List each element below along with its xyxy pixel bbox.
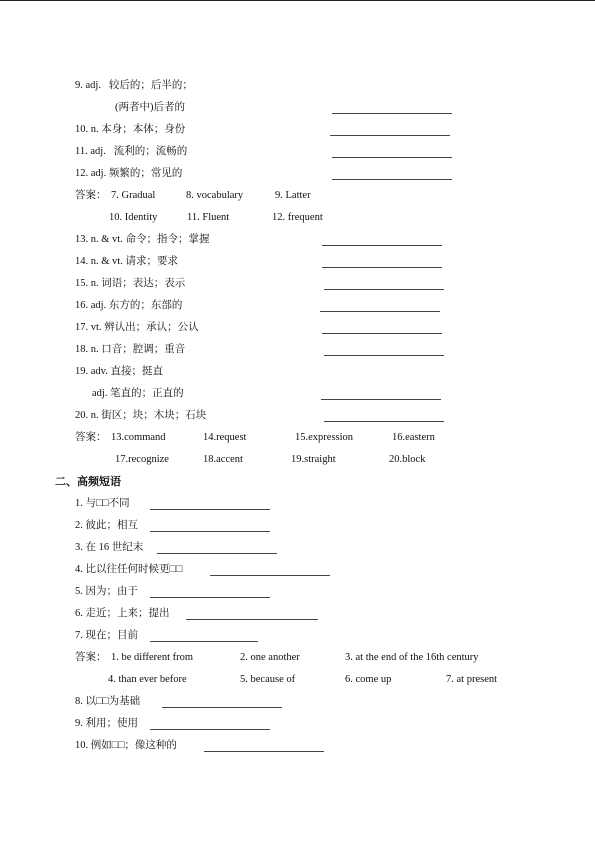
answer-key-line bbox=[75, 673, 555, 687]
answer-blank-p9[interactable] bbox=[150, 729, 270, 730]
answer-blank-p2[interactable] bbox=[150, 531, 270, 532]
answer-item: 6. come up bbox=[345, 674, 392, 685]
answer-item: 5. because of bbox=[240, 674, 296, 685]
answer-blank-12[interactable] bbox=[332, 179, 452, 180]
answer-key-line bbox=[75, 211, 555, 225]
answer-blank-p5[interactable] bbox=[150, 597, 270, 598]
vocab-item-18: 18. n. 口音；腔调；重音 bbox=[75, 344, 186, 355]
answer-item: 3. at the end of the 16th century bbox=[345, 652, 479, 663]
answer-blank-p6[interactable] bbox=[186, 619, 318, 620]
vocab-item-12: 12. adj. 频繁的；常见的 bbox=[75, 168, 183, 179]
phrase-item-9: 9. 利用；使用 bbox=[75, 718, 138, 729]
answer-item: 20.block bbox=[389, 454, 426, 465]
answer-item: 19.straight bbox=[291, 454, 336, 465]
answer-label: 答案： bbox=[75, 432, 107, 443]
answer-blank-13[interactable] bbox=[322, 245, 442, 246]
vocab-item-14: 14. n. & vt. 请求；要求 bbox=[75, 256, 178, 267]
phrase-item-2: 2. 彼此；相互 bbox=[75, 520, 138, 531]
answer-item: 7. Gradual bbox=[111, 190, 156, 201]
answer-item: 18.accent bbox=[203, 454, 243, 465]
answer-key-line bbox=[75, 431, 555, 445]
answer-blank-10[interactable] bbox=[330, 135, 450, 136]
answer-item: 14.request bbox=[203, 432, 247, 443]
vocab-item-15: 15. n. 词语；表达；表示 bbox=[75, 278, 186, 289]
phrase-item-6: 6. 走近；上来；提出 bbox=[75, 608, 170, 619]
answer-blank-11[interactable] bbox=[332, 157, 452, 158]
vocab-item-11: 11. adj. 流利的；流畅的 bbox=[75, 146, 188, 157]
answer-key-line bbox=[75, 651, 555, 665]
vocab-item-20: 20. n. 街区；块；木块；石块 bbox=[75, 410, 207, 421]
answer-blank-p8[interactable] bbox=[162, 707, 282, 708]
vocab-item-17: 17. vt. 辨认出；承认；公认 bbox=[75, 322, 199, 333]
answer-label: 答案： bbox=[75, 652, 107, 663]
vocab-item-19: 19. adv. 直接；挺直 bbox=[75, 366, 163, 377]
answer-label: 答案： bbox=[75, 190, 107, 201]
answer-item: 8. vocabulary bbox=[186, 190, 244, 201]
answer-blank-9[interactable] bbox=[332, 113, 452, 114]
answer-blank-17[interactable] bbox=[322, 333, 442, 334]
answer-blank-19[interactable] bbox=[321, 399, 441, 400]
answer-item: 10. Identity bbox=[109, 212, 158, 223]
answer-item: 13.command bbox=[111, 432, 166, 443]
vocab-item-16: 16. adj. 东方的；东部的 bbox=[75, 300, 183, 311]
answer-blank-p4[interactable] bbox=[210, 575, 330, 576]
answer-item: 11. Fluent bbox=[187, 212, 230, 223]
answer-blank-18[interactable] bbox=[324, 355, 444, 356]
vocab-item-13: 13. n. & vt. 命令；指令；掌握 bbox=[75, 234, 210, 245]
answer-item: 17.recognize bbox=[115, 454, 169, 465]
answer-blank-16[interactable] bbox=[320, 311, 440, 312]
vocab-item-19-sense-2: adj. 笔直的；正直的 bbox=[92, 388, 184, 399]
answer-blank-14[interactable] bbox=[322, 267, 442, 268]
vocab-item-9: 9. adj. 较后的；后半的； bbox=[75, 80, 193, 91]
answer-blank-p10[interactable] bbox=[204, 751, 324, 752]
page-top-rule bbox=[0, 0, 595, 1]
answer-item: 9. Latter bbox=[275, 190, 311, 201]
answer-key-line bbox=[75, 453, 555, 467]
phrase-item-8: 8. 以□□为基础 bbox=[75, 696, 141, 707]
phrase-item-7: 7. 现在；目前 bbox=[75, 630, 138, 641]
section-heading: 二、高频短语 bbox=[55, 476, 121, 488]
phrase-item-4: 4. 比以往任何时候更□□ bbox=[75, 564, 183, 575]
answer-item: 12. frequent bbox=[272, 212, 323, 223]
phrase-item-10: 10. 例如□□；像这种的 bbox=[75, 740, 177, 751]
phrase-item-3: 3. 在 16 世纪末 bbox=[75, 542, 144, 553]
answer-blank-15[interactable] bbox=[324, 289, 444, 290]
answer-item: 2. one another bbox=[240, 652, 300, 663]
answer-key-line bbox=[75, 189, 555, 203]
vocab-item-10: 10. n. 本身；本体；身份 bbox=[75, 124, 186, 135]
answer-item: 1. be different from bbox=[111, 652, 194, 663]
vocab-item-9-sense-2: (两者中)后者的 bbox=[115, 102, 185, 113]
answer-blank-p7[interactable] bbox=[150, 641, 258, 642]
answer-blank-p1[interactable] bbox=[150, 509, 270, 510]
answer-blank-p3[interactable] bbox=[157, 553, 277, 554]
phrase-item-1: 1. 与□□不同 bbox=[75, 498, 130, 509]
answer-item: 15.expression bbox=[295, 432, 354, 443]
answer-item: 16.eastern bbox=[392, 432, 435, 443]
answer-item: 7. at present bbox=[446, 674, 498, 685]
answer-item: 4. than ever before bbox=[108, 674, 187, 685]
phrase-item-5: 5. 因为；由于 bbox=[75, 586, 138, 597]
answer-blank-20[interactable] bbox=[324, 421, 444, 422]
